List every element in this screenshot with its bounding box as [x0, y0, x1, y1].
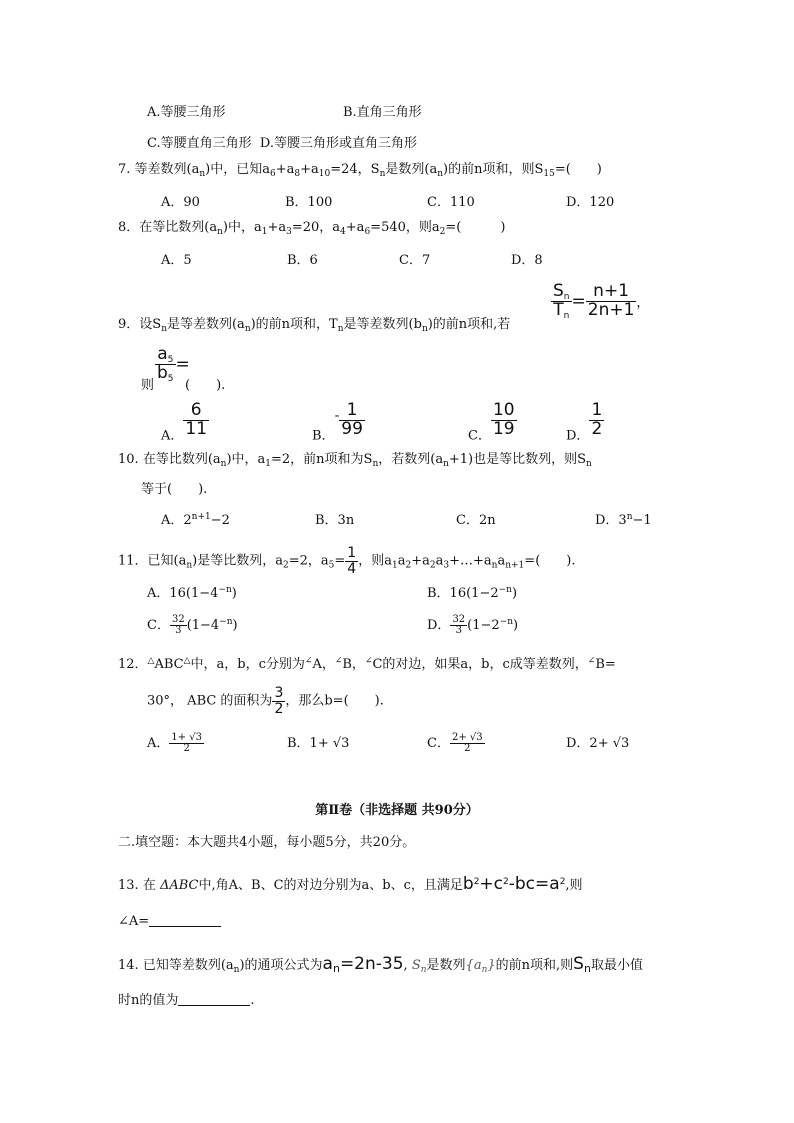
q14-stem: 14. 已知等差数列$(a_n)$的通项公式为$a_n=2n-35$, $S_n$是数列$\{a_n\}$的前n项和,则$S_n$取最小值: [118, 954, 643, 975]
q13-equation: $b^2+c^2-bc=a^2$: [462, 874, 566, 894]
q8-stem: 8．在等比数列$(a_n)$中，$a_1+a_3=20$，$a_4+a_6=540$，则$a_2=$( ): [118, 220, 506, 237]
q9-ratio-formula: $\frac{S_n}{T_n}$ = $\frac{n+1}{2n+1}$ ，: [553, 281, 650, 321]
q7-option-a: A．90: [161, 195, 200, 210]
exam-page: A.等腰三角形 B.直角三角形 C.等腰直角三角形 D.等腰三角形或直角三角形 7. 等差数列$(a_n)$中，已知$a_6+a_8+a_{10}=24$，$S_n$是数列$(a_n)$的前n项和，则$S_{15}=$( ) A．90 B．100 C．110 D．120 8．在等比数列$(a_n)$中，$a_1+a_3=20$，$a_4+a_6=540$，则$a_2=$( ) A．5 B．6 C．7 D．8 9．设$S_n$是等差数列$(a_n)$的前n项和，$T_n$是等差数列$(b_n)$的前n项和,若 $\frac{S_n}{T_n}$ = $\frac{n+1}{2n+1}$ ， 则 $\frac{a_5}{b_5}$ = ( ). $_{A.}$ $\frac{6}{11}$ $_{B.}$- $\frac{1}{99}$ $_{C.}$ $\frac{10}{19}$ $_{D.}$ $\frac{1}{2}$ 10. 在等比数列$(a_n)$中，$a_1=2$，前n项和为$S_n$，若数列$(a_n+1)$也是等比数列，则$S_n$ 等于( ). A．$2^{n+1}-2$ B．3n C．2n D．$3^n-1$ 11．已知$(a_n)$是等比数列，$a_2=2$，$a_5=$ $\frac{1}{4}$ ，则$a_1a_2+a_2a_3+\dots+a_na_{n+1}=$( ). A．$16(1-4^{-n})$ B．$16(1-2^{-n})$ C． $\frac{32}{3}$ $(1-4^{-n})$ D． $\frac{32}{3}$ $(1-2^{-n})$ 12．△ABC△中，a，b，c分别为∠A，∠B，∠C的对边，如果a，b，c成等差数列，∠B= 30°， ABC 的面积为 $\frac{3}{2}$ ，那么b=( ). A． $\frac{1+ √3}{2}$ B．1+ √3 C． $\frac{2+ √3}{2}$ D．2+ √3 第Ⅱ卷（非选择题 共90分） 二.填空题：本大题共4小题，每小题5分，共20分。 13. 在 ΔABC中,角A、B、C的对边分别为a、b、c，且满足$b^2+c^2-bc=a^2$,则 ∠A= 14. 已知等差数列$(a_n)$的通项公式为$a_n=2n-35$, $S_n$是数列$\{a_n\}$的前n项和,则$S_n$取最小值 时n的值为 .: [0, 0, 794, 1123]
q12-option-b: B．1+ √3: [287, 736, 350, 751]
fraction-one-quarter: $\frac{1}{4}$: [347, 545, 357, 577]
fraction-three-halves: $\frac{3}{2}$: [274, 685, 284, 717]
q12-stem: 12．△ABC△中，a，b，c分别为∠A，∠B，∠C的对边，如果a，b，c成等差数列，∠B=: [118, 656, 616, 672]
q13-stem: 13. 在 ΔABC中,角A、B、C的对边分别为a、b、c，且满足$b^2+c^2-bc=a^2$,则: [118, 874, 583, 894]
q9-option-a: $_{A.}$ $\frac{6}{11}$: [161, 400, 208, 444]
q12-option-d: D．2+ √3: [566, 736, 630, 751]
q13-answer-line: ∠A=: [118, 912, 221, 931]
q10-option-d: D．$3^n-1$: [595, 512, 652, 528]
section-2-title: 第Ⅱ卷（非选择题 共90分）: [315, 803, 479, 818]
q11-option-a: A．$16(1-4^{-n})$: [147, 585, 237, 601]
q10-option-b: B．3n: [315, 513, 355, 528]
q10-stem-line2: 等于( ).: [141, 482, 208, 497]
q9-option-b: $_{B.}$- $\frac{1}{99}$: [312, 400, 363, 444]
q10-option-c: C．2n: [456, 513, 496, 528]
q11-option-c: C． $\frac{32}{3}$ $(1-4^{-n})$: [147, 613, 238, 636]
q6-option-a: A.等腰三角形: [147, 105, 226, 120]
q13-answer-blank[interactable]: [149, 912, 221, 927]
q7-option-d: D．120: [566, 195, 615, 210]
fraction-n1-2n1: $\frac{n+1}{2n+1}$: [587, 281, 635, 320]
q11-stem: 11．已知$(a_n)$是等比数列，$a_2=2$，$a_5=$ $\frac{1}{4}$ ，则$a_1a_2+a_2a_3+\dots+a_na_{n+1}=$( ).: [118, 545, 576, 577]
q6-option-c: C.等腰直角三角形 D.等腰三角形或直角三角形: [147, 136, 417, 151]
q12-option-a: A． $\frac{1+ √3}{2}$: [147, 731, 203, 754]
fraction-a5-b5: $\frac{a_5}{b_5}$: [157, 344, 174, 384]
q12-stem-line2: 30°， ABC 的面积为 $\frac{3}{2}$ ，那么b=( ).: [147, 685, 384, 717]
q6-option-d: D.等腰三角形或直角三角形: [259, 136, 417, 151]
q12-option-c: C． $\frac{2+ √3}{2}$: [427, 731, 483, 754]
q9-stem: 9．设$S_n$是等差数列$(a_n)$的前n项和，$T_n$是等差数列$(b_n)$的前n项和,若: [118, 317, 511, 334]
q7-stem: 7. 等差数列$(a_n)$中，已知$a_6+a_8+a_{10}=24$，$S_n$是数列$(a_n)$的前n项和，则$S_{15}=$( ): [118, 162, 602, 179]
q8-option-b: B．6: [287, 253, 318, 268]
q14-answer-blank[interactable]: [178, 991, 250, 1006]
q8-option-c: C．7: [399, 253, 431, 268]
q7-option-b: B．100: [285, 195, 333, 210]
q6-option-b: B.直角三角形: [343, 105, 422, 120]
q7-option-c: C．110: [427, 195, 475, 210]
q9-option-c: $_{C.}$ $\frac{10}{19}$: [468, 400, 515, 444]
q10-option-a: A．$2^{n+1}-2$: [161, 512, 230, 528]
q14-answer-line: 时n的值为 .: [118, 993, 255, 1008]
q14-formula: $a_n=2n-35$: [322, 954, 404, 975]
q9-option-d: $_{D.}$ $\frac{1}{2}$: [566, 400, 603, 444]
q11-option-d: D． $\frac{32}{3}$ $(1-2^{-n})$: [427, 613, 519, 636]
q10-stem: 10. 在等比数列$(a_n)$中，$a_1=2$，前n项和为$S_n$，若数列$(a_n+1)$也是等比数列，则$S_n$: [118, 452, 592, 469]
q8-option-a: A．5: [161, 253, 192, 268]
q8-option-d: D．8: [511, 253, 543, 268]
fraction-sn-tn: $\frac{S_n}{T_n}$: [553, 281, 570, 321]
section-2-instruction: 二.填空题：本大题共4小题，每小题5分，共20分。: [118, 835, 416, 850]
q11-option-b: B．$16(1-2^{-n})$: [427, 585, 518, 601]
